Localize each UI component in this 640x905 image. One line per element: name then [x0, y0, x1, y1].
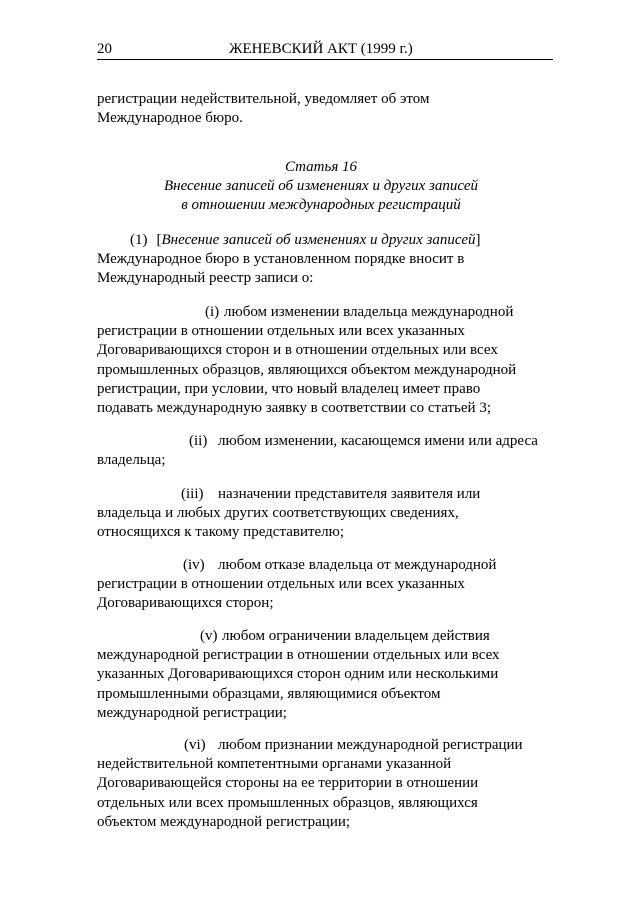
text-line: владельца; — [97, 452, 166, 469]
item-label: (iv) — [183, 557, 205, 573]
item-text: назначении представителя заявителя или — [218, 486, 481, 502]
item-first-line — [97, 627, 500, 646]
text-line: подавать международную заявку в соответствии со статьей 3; — [97, 399, 491, 416]
article-heading — [97, 158, 545, 216]
text-line: Договаривающейся стороны на ее территории в отношении — [97, 775, 479, 792]
text-line: относящихся к такому представителю; — [97, 524, 345, 541]
list-item — [97, 556, 496, 614]
list-item — [97, 736, 523, 832]
text-line: регистрации в отношении отдельных или всех указанных — [97, 323, 465, 340]
item-label: (iii) — [181, 486, 204, 502]
item-label: (vi) — [184, 737, 206, 753]
text-line: регистрации недействительной, уведомляет об этом — [97, 91, 430, 107]
text-line: регистрации в отношении отдельных или всех указанных — [97, 576, 465, 593]
item-label: (v) — [200, 628, 218, 644]
paragraph-number: (1) — [130, 232, 148, 248]
item-label: (i) — [205, 304, 220, 320]
item-first-line — [97, 736, 523, 755]
article-number: Статья 16 — [284, 159, 358, 175]
text-line: Договаривающихся сторон и в отношении отдельных или всех — [97, 342, 498, 359]
item-text: любом изменении владельца международной — [224, 304, 514, 320]
text-line: недействительной компетентными органами указанной — [97, 756, 452, 773]
page-number: 20 — [97, 41, 112, 57]
text-line: Международный реестр записи о: — [97, 270, 314, 287]
list-item — [97, 627, 500, 723]
article-title-line: в отношении международных регистраций — [181, 197, 461, 214]
text-line: Международное бюро. — [97, 110, 243, 127]
text-line: промышленными образцами, являющимися объектом — [97, 685, 441, 702]
list-item — [97, 303, 516, 418]
item-first-line — [97, 432, 538, 451]
text-line: объектом международной регистрации; — [97, 813, 351, 830]
item-first-line — [97, 303, 516, 322]
text-line: международной регистрации; — [97, 704, 287, 721]
text-line: международной регистрации в отношении отдельных или всех — [97, 647, 500, 664]
item-text: любом признании международной регистрации — [218, 737, 523, 753]
intro-paragraph — [97, 90, 429, 128]
list-item — [97, 432, 538, 470]
text-line: регистрации, при условии, что новый владелец имеет право — [97, 380, 481, 397]
bracket-open: [ — [156, 232, 162, 248]
paragraph-heading: Внесение записей об изменениях и других записей — [161, 232, 476, 248]
text-line: владельца и любых других соответствующих сведениях, — [97, 505, 459, 522]
item-first-line — [97, 556, 496, 575]
item-label: (ii) — [189, 433, 208, 449]
text-line: отдельных или всех промышленных образцов, являющихся — [97, 794, 478, 811]
item-text: любом изменении, касающемся имени или адреса — [218, 433, 538, 449]
item-text: любом ограничении владельцем действия — [222, 628, 490, 644]
bracket-close: ] — [475, 232, 481, 248]
item-text: любом отказе владельца от международной — [218, 557, 497, 573]
article-title-line: Внесение записей об изменениях и других записей — [163, 178, 478, 195]
paragraph-1 — [97, 231, 481, 289]
paragraph-1-heading-line — [97, 231, 481, 250]
text-line: Договаривающихся сторон; — [97, 595, 274, 612]
text-line: промышленных образцов, являющихся объектом международной — [97, 361, 517, 378]
text-line: указанных Договаривающихся сторон одним или несколькими — [97, 666, 499, 683]
list-item — [97, 485, 480, 543]
text-line: Международное бюро в установленном порядке вносит в — [97, 251, 465, 268]
running-header — [97, 40, 553, 60]
item-first-line — [97, 485, 480, 504]
header-title: ЖЕНЕВСКИЙ АКТ (1999 г.) — [229, 41, 413, 57]
